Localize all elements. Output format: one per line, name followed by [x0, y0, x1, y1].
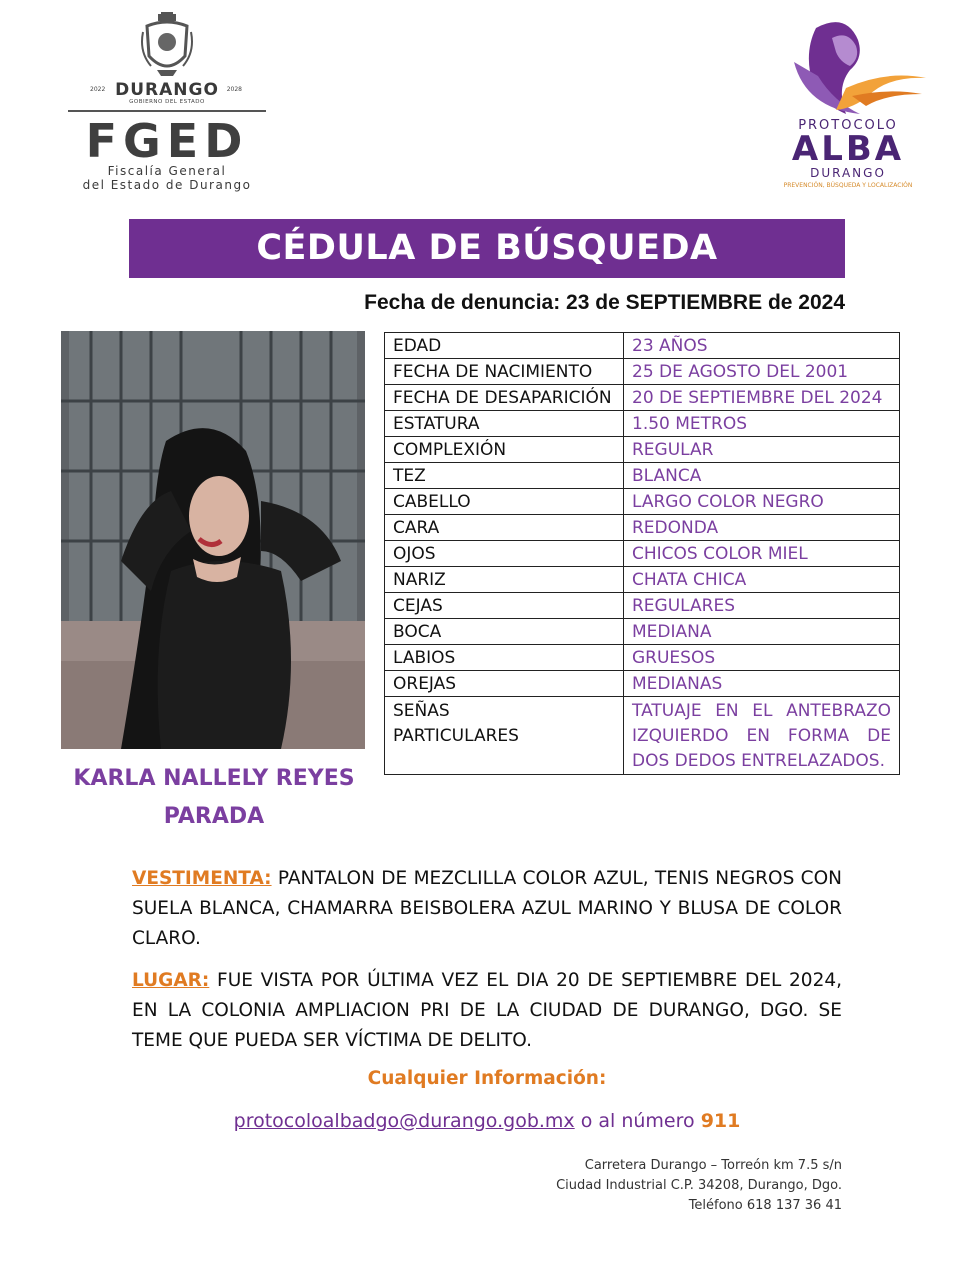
table-row: [385, 515, 900, 541]
detail-value: CHATA CHICA: [624, 567, 900, 593]
detail-label: COMPLEXIÓN: [385, 437, 624, 463]
detail-value: CHICOS COLOR MIEL: [624, 541, 900, 567]
detail-value: REDONDA: [624, 515, 900, 541]
table-row: [385, 671, 900, 697]
detail-value: LARGO COLOR NEGRO: [624, 489, 900, 515]
detail-label: CABELLO: [385, 489, 624, 515]
detail-value: MEDIANAS: [624, 671, 900, 697]
person-photo: [61, 331, 365, 749]
detail-value: 1.50 METROS: [624, 411, 900, 437]
detail-value: REGULAR: [624, 437, 900, 463]
alba-tagline: PREVENCIÓN, BÚSQUEDA Y LOCALIZACIÓN: [783, 182, 913, 189]
table-row: [385, 593, 900, 619]
table-row-senas: [385, 697, 900, 775]
detail-value: 20 DE SEPTIEMBRE DEL 2024: [624, 385, 900, 411]
table-row: [385, 463, 900, 489]
table-row: [385, 437, 900, 463]
person-details-table: [384, 332, 900, 775]
logo-divider: [68, 110, 266, 112]
table-row: [385, 411, 900, 437]
location-label: LUGAR:: [132, 970, 210, 991]
location-text: FUE VISTA POR ÚLTIMA VEZ EL DIA 20 DE SEPTIEMBRE DEL 2024, EN LA COLONIA AMPLIACION PRI DE LA CIUDAD DE DURANGO, DGO. SE TEME QUE PUEDA SER VÍCTIMA DE DELITO.: [132, 970, 842, 1051]
clothing-text: PANTALON DE MEZCLILLA COLOR AZUL, TENIS NEGROS CON SUELA BLANCA, CHAMARRA BEISBOLERA AZUL MARINO Y BLUSA DE COLOR CLARO.: [132, 868, 842, 949]
contact-heading: Cualquier Información:: [367, 1068, 607, 1089]
table-row: [385, 385, 900, 411]
address-line1: Carretera Durango – Torreón km 7.5 s/n: [584, 1158, 842, 1173]
title-banner: [129, 219, 845, 278]
person-name-line2: PARADA: [163, 804, 265, 829]
detail-label: NARIZ: [385, 567, 624, 593]
location-description: [132, 966, 842, 1056]
table-row: [385, 619, 900, 645]
detail-label: CARA: [385, 515, 624, 541]
person-photo-icon: [61, 331, 365, 749]
protocolo-alba-logo: [768, 18, 928, 193]
table-row: [385, 489, 900, 515]
emergency-number: 911: [700, 1110, 741, 1132]
state-seal-icon: [139, 12, 195, 78]
report-date: Fecha de denuncia: 23 de SEPTIEMBRE de 2024: [364, 291, 845, 314]
table-row: [385, 359, 900, 385]
fged-acronym: FGED: [85, 114, 249, 168]
address-line2: Ciudad Industrial C.P. 34208, Durango, Dgo.: [556, 1178, 842, 1193]
detail-label: FECHA DE DESAPARICIÓN: [385, 385, 624, 411]
detail-label: FECHA DE NACIMIENTO: [385, 359, 624, 385]
table-row: [385, 567, 900, 593]
fged-name-line2: del Estado de Durango: [82, 178, 252, 192]
alba-place: DURANGO: [810, 166, 886, 180]
table-row: [385, 541, 900, 567]
durango-wordmark: 2022 DURANGO 2028 GOBIERNO DEL ESTADO: [90, 80, 242, 105]
detail-label: EDAD: [385, 333, 624, 359]
clothing-label: VESTIMENTA:: [132, 868, 272, 889]
detail-label: ESTATURA: [385, 411, 624, 437]
alba-protocol-label: PROTOCOLO: [798, 118, 898, 133]
table-row: [385, 333, 900, 359]
detail-label: OREJAS: [385, 671, 624, 697]
alba-name: ALBA: [791, 129, 905, 169]
table-row: [385, 645, 900, 671]
fged-logo: [62, 12, 272, 192]
office-address: [480, 1156, 842, 1216]
detail-value: 23 AÑOS: [624, 333, 900, 359]
detail-value: MEDIANA: [624, 619, 900, 645]
detail-label: TEZ: [385, 463, 624, 489]
contact-line: [132, 1110, 842, 1132]
senas-label: SEÑAS PARTICULARES: [385, 697, 624, 775]
address-phone: Teléfono 618 137 36 41: [688, 1198, 842, 1213]
detail-value: GRUESOS: [624, 645, 900, 671]
detail-label: CEJAS: [385, 593, 624, 619]
fged-name-line1: Fiscalía General: [107, 164, 227, 178]
detail-label: LABIOS: [385, 645, 624, 671]
person-name: [62, 760, 366, 836]
detail-label: OJOS: [385, 541, 624, 567]
detail-value: BLANCA: [624, 463, 900, 489]
contact-email-link[interactable]: protocoloalbadgo@durango.gob.mx: [233, 1110, 575, 1132]
detail-value: REGULARES: [624, 593, 900, 619]
contact-middle-text: o al número: [574, 1110, 701, 1132]
detail-label: BOCA: [385, 619, 624, 645]
clothing-description: [132, 864, 842, 954]
person-name-line1: KARLA NALLELY REYES: [73, 766, 355, 791]
senas-value: TATUAJE EN EL ANTEBRAZO IZQUIERDO EN FORMA DE DOS DEDOS ENTRELAZADOS.: [624, 697, 900, 775]
page-title: CÉDULA DE BÚSQUEDA: [256, 228, 718, 268]
woman-profile-icon: [776, 18, 926, 120]
detail-value: 25 DE AGOSTO DEL 2001: [624, 359, 900, 385]
